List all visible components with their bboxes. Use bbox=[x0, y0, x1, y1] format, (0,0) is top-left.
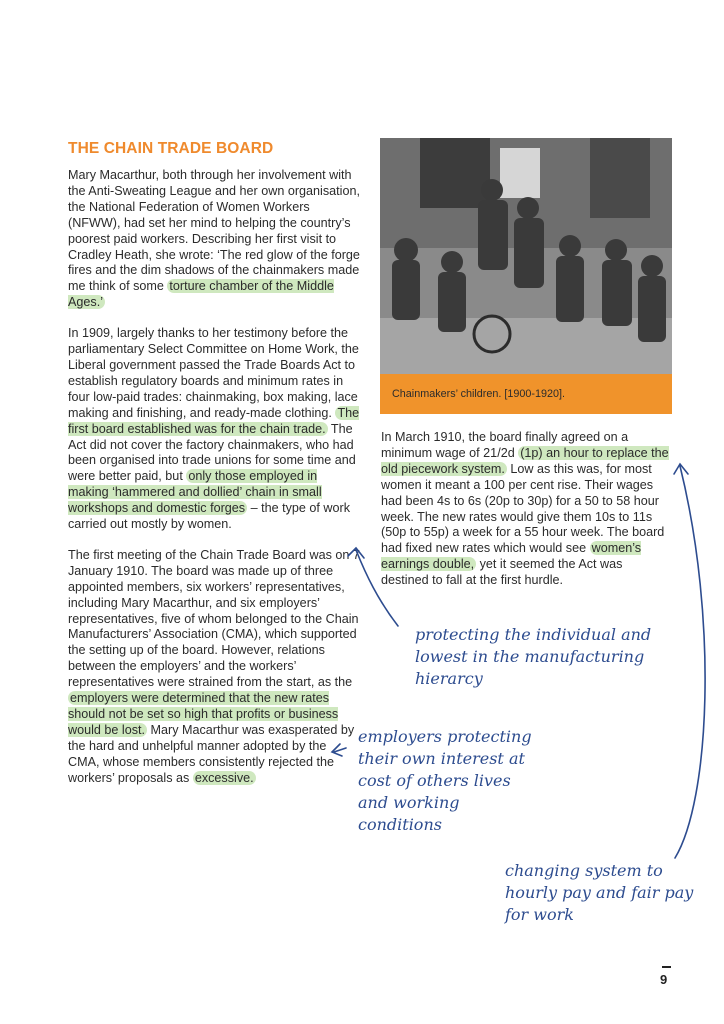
handwritten-note-2: employers protecting their own interest at cost of others lives and working conditions bbox=[358, 727, 532, 834]
highlight-earnings-double: women’s earnings double, bbox=[381, 541, 642, 572]
page-number: 9 bbox=[660, 972, 668, 987]
arrow-note1 bbox=[356, 550, 398, 626]
page-number-bar bbox=[662, 966, 671, 968]
highlight-hammered-dollied: only those employed in making ‘hammered and dollied’ chain in small workshops and domestic forges bbox=[68, 469, 322, 516]
paragraph-3: The first meeting of the Chain Trade Board was on 7 January 1910. The board was made up of three appointed members, six workers’ representatives, including Mary Macarthur, and six employers’ representatives, five of whom belonged to the Chain Manufacturers’ Association (CMA), which supported the setting up of the board. However, relations between the employers’ and the workers’ representatives were strained from the start, as the employers were determined that the new rates should not be set so high that profits or business would be lost. Mary Macarthur was exasperated by the hard and unhelpful manner adopted by the CMA, whose members consistently rejected the workers’ proposals as excessive. bbox=[68, 547, 360, 785]
highlight-excessive: excessive. bbox=[194, 770, 254, 785]
photo-caption: Chainmakers’ children. [1900-1920]. bbox=[392, 388, 566, 400]
highlight-employers-determined: employers were determined that the new rates should not be set so high that profits or business would be lost. bbox=[68, 691, 339, 737]
paragraph-2: In 1909, largely thanks to her testimony before the parliamentary Select Committee on Home Work, the Liberal government passed the Trade Boards Act to establish regulatory boards and minimum rates in four low-paid trades: chainmaking, box making, lace making and finishing, and ready-made clothing. The first board established was for the chain trade. The Act did not cover the factory chainmakers, who had been organised into trade unions for some time and were better paid, but only those employed in making ‘hammered and dollied’ chain in small workshops and domestic forges – the type of work carried out mostly by women. bbox=[68, 326, 360, 532]
highlight-torture-chamber: torture chamber of the Middle Ages.’ bbox=[68, 279, 334, 310]
highlight-piecework: (1p) an hour to replace the old piecework system. bbox=[381, 445, 669, 476]
handwritten-note-3: changing system to hourly pay and fair pay for work bbox=[505, 861, 694, 924]
handwritten-note-1: protecting the individual and lowest in the manufacturing hierarcy bbox=[415, 625, 652, 688]
paragraph-4: In March 1910, the board finally agreed on a minimum wage of 21/2d (1p) an hour to replace the old piecework system. Low as this was, for most women it meant a 100 per cent rise. Their wages had been 4s to 6s (20p to 30p) for a 50 to 58 hour week. The new rates would give them 10s to 11s (50p to 55p) a week for a 55 hour week. The board had fixed new rates which would see women’s earnings double, yet it seemed the Act was destined to fall at the first hurdle. bbox=[381, 430, 669, 588]
highlight-first-board: The first board established was for the chain trade. bbox=[68, 405, 360, 436]
paragraph-1: Mary Macarthur, both through her involvement with the Anti-Sweating League and her own organisation, the National Federation of Women Workers (NFWW), had set her mind to helping the country’s poorest paid workers. Describing her first visit to Cradley Heath, she wrote: ‘The red glow of the forge fires and the dim shadows of the chainmakers made me think of some torture chamber of the Middle Ages.’ bbox=[68, 168, 360, 310]
section-heading: THE CHAIN TRADE BOARD bbox=[68, 140, 274, 157]
